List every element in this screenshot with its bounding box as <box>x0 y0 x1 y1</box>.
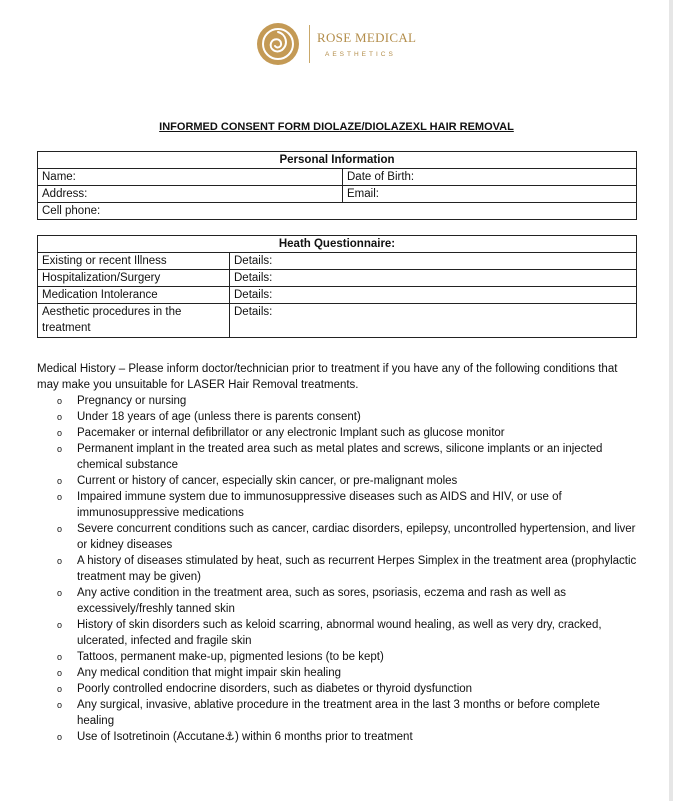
medical-history-section <box>37 361 637 745</box>
list-item <box>37 409 637 425</box>
form-title: INFORMED CONSENT FORM DIOLAZE/DIOLAZEXL HAIR REMOVAL <box>159 121 514 133</box>
brand-name: ROSE MEDICAL <box>317 30 417 45</box>
condition-text: Any medical condition that might impair skin healing <box>77 667 341 679</box>
bullet-icon: o <box>57 684 63 694</box>
bullet-icon: o <box>57 588 63 598</box>
list-item <box>37 681 637 697</box>
condition-text: Use of Isotretinoin (Accutane⚓) within 6 months prior to treatment <box>77 731 413 743</box>
condition-text: Pregnancy or nursing <box>77 395 187 407</box>
list-item <box>37 473 637 489</box>
health-questionnaire-heading: Heath Questionnaire: <box>38 236 637 253</box>
questionnaire-details-field[interactable]: Details: <box>230 287 637 304</box>
questionnaire-details-field[interactable]: Details: <box>230 270 637 287</box>
list-item <box>37 585 637 617</box>
brand-logo <box>256 22 416 66</box>
list-item <box>37 393 637 409</box>
condition-text: Current or history of cancer, especially skin cancer, or pre-malignant moles <box>77 475 458 487</box>
list-item <box>37 489 637 521</box>
health-questionnaire-table <box>37 235 637 338</box>
list-item <box>37 649 637 665</box>
bullet-icon: o <box>57 412 63 422</box>
bullet-icon: o <box>57 668 63 678</box>
brand-subtitle: AESTHETICS <box>325 51 396 58</box>
list-item <box>37 521 637 553</box>
bullet-icon: o <box>57 476 63 486</box>
condition-text: Any surgical, invasive, ablative procedure in the treatment area in the last 3 months or before complete healing <box>77 699 600 727</box>
condition-text: Impaired immune system due to immunosuppressive diseases such as AIDS and HIV, or use of immunosuppressive medications <box>77 491 562 519</box>
condition-text: Tattoos, permanent make-up, pigmented lesions (to be kept) <box>77 651 384 663</box>
list-item <box>37 553 637 585</box>
list-item <box>37 617 637 649</box>
email-field[interactable]: Email: <box>343 186 637 203</box>
bullet-icon: o <box>57 428 63 438</box>
rose-logo-icon <box>256 22 300 66</box>
condition-text: A history of diseases stimulated by heat, such as recurrent Herpes Simplex in the treatment area (prophylactic treatment may be given) <box>77 555 637 583</box>
list-item <box>37 729 637 745</box>
questionnaire-row-label: Hospitalization/Surgery <box>38 270 230 287</box>
bullet-icon: o <box>57 732 63 742</box>
bullet-icon: o <box>57 524 63 534</box>
conditions-list <box>37 393 637 745</box>
bullet-icon: o <box>57 652 63 662</box>
list-item <box>37 425 637 441</box>
condition-text: Permanent implant in the treated area such as metal plates and screws, silicone implants or an injected chemical substance <box>77 443 603 471</box>
condition-text: Pacemaker or internal defibrillator or any electronic Implant such as glucose monitor <box>77 427 505 439</box>
personal-info-heading: Personal Information <box>38 152 637 169</box>
address-field[interactable]: Address: <box>38 186 343 203</box>
medical-history-intro: Medical History – Please inform doctor/technician prior to treatment if you have any of the following conditions that may make you unsuitable for LASER Hair Removal treatments. <box>37 363 618 391</box>
questionnaire-row-label: Aesthetic procedures in the treatment <box>38 304 230 338</box>
list-item <box>37 441 637 473</box>
bullet-icon: o <box>57 444 63 454</box>
condition-text: Under 18 years of age (unless there is parents consent) <box>77 411 361 423</box>
condition-text: Any active condition in the treatment area, such as sores, psoriasis, eczema and rash as well as excessively/freshly tanned skin <box>77 587 566 615</box>
bullet-icon: o <box>57 700 63 710</box>
bullet-icon: o <box>57 492 63 502</box>
logo-divider <box>309 25 310 63</box>
questionnaire-details-field[interactable]: Details: <box>230 304 637 338</box>
cell-phone-field[interactable]: Cell phone: <box>38 203 637 220</box>
bullet-icon: o <box>57 620 63 630</box>
date-of-birth-field[interactable]: Date of Birth: <box>343 169 637 186</box>
bullet-icon: o <box>57 556 63 566</box>
questionnaire-row-label: Medication Intolerance <box>38 287 230 304</box>
personal-information-table <box>37 151 637 220</box>
condition-text: History of skin disorders such as keloid scarring, abnormal wound healing, as well as very dry, cracked, ulcerated, infected and fragile skin <box>77 619 602 647</box>
condition-text: Poorly controlled endocrine disorders, such as diabetes or thyroid dysfunction <box>77 683 473 695</box>
list-item <box>37 697 637 729</box>
list-item <box>37 665 637 681</box>
questionnaire-details-field[interactable]: Details: <box>230 253 637 270</box>
bullet-icon: o <box>57 396 63 406</box>
condition-text: Severe concurrent conditions such as cancer, cardiac disorders, epilepsy, uncontrolled hypertension, and liver or kidney diseases <box>77 523 636 551</box>
name-field[interactable]: Name: <box>38 169 343 186</box>
questionnaire-row-label: Existing or recent Illness <box>38 253 230 270</box>
